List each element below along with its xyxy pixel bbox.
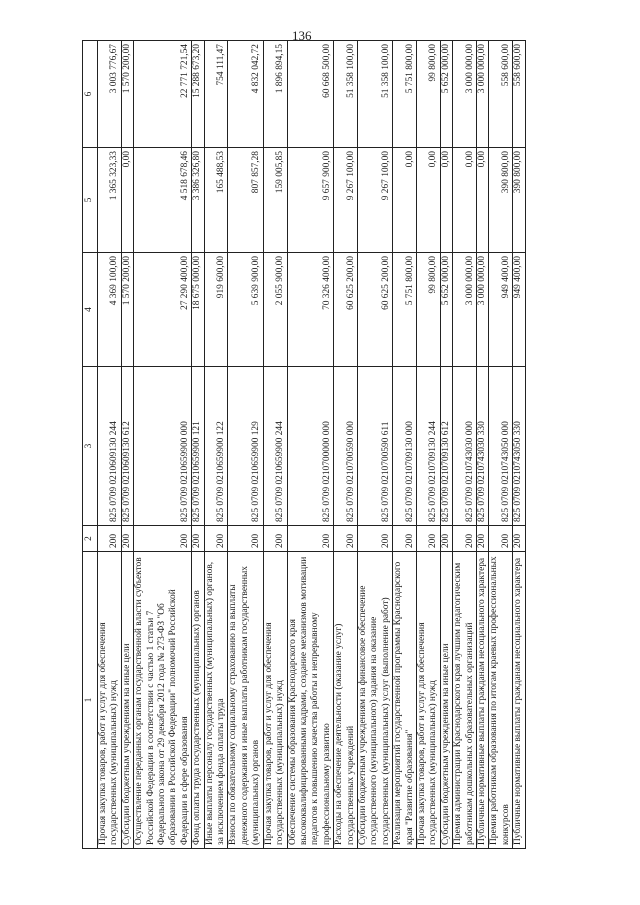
- cell-admin-code: 200: [228, 526, 263, 552]
- table-body: [98, 41, 526, 849]
- header-col-5: 5: [83, 148, 98, 253]
- budget-table: [82, 40, 526, 849]
- cell-remaining: 558 600,00: [489, 41, 513, 148]
- cell-admin-code: 200: [416, 526, 440, 552]
- cell-remaining: 51 358 100,00: [357, 41, 392, 148]
- cell-budget-code: 825 0709 0210700000 000: [287, 367, 334, 526]
- cell-remaining: 3 003 776,67: [98, 41, 122, 148]
- table-row: [228, 41, 263, 849]
- cell-approved: 5 639 900,00: [228, 253, 263, 367]
- cell-name: Расходы на обеспечение деятельности (оказание услуг) государственных учреждений: [334, 552, 358, 849]
- cell-name: Реализация мероприятий государственной программы Краснодарского края "Развитие образования": [393, 552, 417, 849]
- table-row: [440, 41, 452, 849]
- cell-approved: 18 675 000,00: [192, 253, 204, 367]
- cell-approved: 5 751 800,00: [393, 253, 417, 367]
- cell-approved: 3 000 000,00: [477, 253, 489, 367]
- cell-remaining: 3 000 000,00: [477, 41, 489, 148]
- cell-budget-code: 825 0709 0210659900 122: [204, 367, 228, 526]
- header-col-1: 1: [83, 552, 98, 849]
- cell-remaining: 99 800,00: [416, 41, 440, 148]
- cell-executed: 390 800,00: [489, 148, 513, 253]
- header-col-6: 6: [83, 41, 98, 148]
- cell-name: Субсидии бюджетным учреждениям на иные цели: [440, 552, 452, 849]
- cell-remaining: 5 652 000,00: [440, 41, 452, 148]
- cell-remaining: 3 000 000,00: [453, 41, 477, 148]
- table-row: [416, 41, 440, 849]
- cell-remaining: 1 570 200,00: [121, 41, 133, 148]
- header-col-4: 4: [83, 253, 98, 367]
- cell-executed: 9 267 100,00: [357, 148, 392, 253]
- cell-budget-code: 825 0709 0210659900 000: [134, 367, 192, 526]
- cell-budget-code: 825 0709 0210743030 000: [453, 367, 477, 526]
- cell-name: Взносы по обязательному социальному страхованию на выплаты денежного содержания и иные выплаты работникам государственных (муниципальных) органов: [228, 552, 263, 849]
- cell-remaining: 754 111,47: [204, 41, 228, 148]
- cell-budget-code: 825 0709 0210709130 244: [416, 367, 440, 526]
- cell-remaining: 5 751 800,00: [393, 41, 417, 148]
- cell-admin-code: 200: [334, 526, 358, 552]
- cell-name: Фонд оплаты труда государственных (муниципальных) органов: [192, 552, 204, 849]
- header-row: [83, 41, 98, 849]
- cell-executed: 390 800,00: [513, 148, 525, 253]
- table-row: [513, 41, 525, 849]
- cell-approved: 949 400,00: [513, 253, 525, 367]
- cell-approved: 60 625 200,00: [334, 253, 358, 367]
- cell-name: Премия администрации Краснодарского края лучшим педагогическим работникам дошкольных образовательных организаций: [453, 552, 477, 849]
- table-header: [83, 41, 98, 849]
- cell-budget-code: 825 0709 0210709130 000: [393, 367, 417, 526]
- cell-executed: 807 857,28: [228, 148, 263, 253]
- cell-admin-code: 200: [263, 526, 287, 552]
- table-row: [121, 41, 133, 849]
- cell-budget-code: 825 0709 0210743030 330: [477, 367, 489, 526]
- cell-executed: 0,00: [416, 148, 440, 253]
- cell-admin-code: 200: [134, 526, 192, 552]
- cell-admin-code: 200: [489, 526, 513, 552]
- cell-executed: 165 488,53: [204, 148, 228, 253]
- cell-admin-code: 200: [453, 526, 477, 552]
- cell-budget-code: 825 0709 0210743050 330: [513, 367, 525, 526]
- table-row: [98, 41, 122, 849]
- cell-budget-code: 825 0709 0210659900 244: [263, 367, 287, 526]
- cell-name: Субсидии бюджетным учреждениям на иные цели: [121, 552, 133, 849]
- cell-budget-code: 825 0709 0210743050 000: [489, 367, 513, 526]
- cell-executed: 0,00: [477, 148, 489, 253]
- table-row: [204, 41, 228, 849]
- cell-admin-code: 200: [121, 526, 133, 552]
- header-col-2: 2: [83, 526, 98, 552]
- cell-remaining: 51 358 100,00: [334, 41, 358, 148]
- cell-name: Осуществление переданных органам государственной власти субъектов Российской Федерации в соответствии с частью 1 статьи 7 Федерального закона от 29 декабря 2012 года № 273-ФЗ "Об образовании в Российской Федерации" полномочий Российской Федерации в сфере образования: [134, 552, 192, 849]
- cell-executed: 159 005,85: [263, 148, 287, 253]
- cell-budget-code: 825 0709 0210609130 612: [121, 367, 133, 526]
- cell-executed: 0,00: [453, 148, 477, 253]
- table-row: [263, 41, 287, 849]
- cell-executed: 3 386 326,80: [192, 148, 204, 253]
- cell-remaining: 60 668 500,00: [287, 41, 334, 148]
- cell-executed: 9 657 900,00: [287, 148, 334, 253]
- cell-approved: 27 290 400,00: [134, 253, 192, 367]
- rotated-budget-sheet: [82, 41, 615, 849]
- cell-approved: 3 000 000,00: [453, 253, 477, 367]
- cell-approved: 2 055 900,00: [263, 253, 287, 367]
- cell-name: Обеспечение системы образования Краснодарского края высококвалифицированными кадрами, создание механизмов мотивации педагогов к повышению качества работы и непрерывному профессиональному развитию: [287, 552, 334, 849]
- table-row: [334, 41, 358, 849]
- cell-approved: 1 570 200,00: [121, 253, 133, 367]
- cell-name: Премия работникам образования по итогам краевых профессиональных конкурсов: [489, 552, 513, 849]
- cell-budget-code: 825 0709 0210609130 244: [98, 367, 122, 526]
- cell-admin-code: 200: [204, 526, 228, 552]
- cell-approved: 99 800,00: [416, 253, 440, 367]
- table-row: [477, 41, 489, 849]
- cell-admin-code: 200: [287, 526, 334, 552]
- cell-remaining: 558 600,00: [513, 41, 525, 148]
- cell-approved: 60 625 200,00: [357, 253, 392, 367]
- cell-approved: 4 369 100,00: [98, 253, 122, 367]
- cell-name: Прочая закупка товаров, работ и услуг для обеспечения государственных (муниципальных) нужд: [263, 552, 287, 849]
- cell-remaining: 15 288 673,20: [192, 41, 204, 148]
- cell-remaining: 22 771 721,54: [134, 41, 192, 148]
- cell-executed: 9 267 100,00: [334, 148, 358, 253]
- cell-remaining: 1 896 894,15: [263, 41, 287, 148]
- cell-remaining: 4 832 042,72: [228, 41, 263, 148]
- table-row: [357, 41, 392, 849]
- cell-admin-code: 200: [192, 526, 204, 552]
- cell-approved: 5 652 000,00: [440, 253, 452, 367]
- cell-budget-code: 825 0709 0210659900 121: [192, 367, 204, 526]
- cell-admin-code: 200: [440, 526, 452, 552]
- cell-name: Прочая закупка товаров, работ и услуг для обеспечения государственных (муниципальных) нужд: [98, 552, 122, 849]
- page-number: 136: [292, 28, 312, 43]
- cell-name: Иные выплаты персоналу государственных (муниципальных) органов, за исключением фонда оплаты труда: [204, 552, 228, 849]
- cell-budget-code: 825 0709 0210700590 000: [334, 367, 358, 526]
- cell-name: Прочая закупка товаров, работ и услуг для обеспечения государственных (муниципальных) нужд: [416, 552, 440, 849]
- cell-executed: 1 365 323,33: [98, 148, 122, 253]
- table-row: [393, 41, 417, 849]
- cell-budget-code: 825 0709 0210700590 611: [357, 367, 392, 526]
- cell-executed: 0,00: [121, 148, 133, 253]
- cell-executed: 0,00: [393, 148, 417, 253]
- cell-name: Субсидии бюджетным учреждениям на финансовое обеспечение государственного (муниципального) задания на оказание государственных (муниципальных) услуг (выполнение работ): [357, 552, 392, 849]
- cell-approved: 919 600,00: [204, 253, 228, 367]
- cell-admin-code: 200: [477, 526, 489, 552]
- cell-admin-code: 200: [513, 526, 525, 552]
- table-row: [287, 41, 334, 849]
- cell-admin-code: 200: [393, 526, 417, 552]
- cell-name: Публичные нормативные выплаты гражданам несоциального характера: [513, 552, 525, 849]
- cell-executed: 4 518 678,46: [134, 148, 192, 253]
- cell-budget-code: 825 0709 0210659900 129: [228, 367, 263, 526]
- cell-admin-code: 200: [98, 526, 122, 552]
- header-col-3: 3: [83, 367, 98, 526]
- table-row: [489, 41, 513, 849]
- cell-approved: 949 400,00: [489, 253, 513, 367]
- cell-approved: 70 326 400,00: [287, 253, 334, 367]
- cell-admin-code: 200: [357, 526, 392, 552]
- table-row: [134, 41, 192, 849]
- cell-name: Публичные нормативные выплаты гражданам несоциального характера: [477, 552, 489, 849]
- cell-budget-code: 825 0709 0210709130 612: [440, 367, 452, 526]
- table-row: [192, 41, 204, 849]
- cell-executed: 0,00: [440, 148, 452, 253]
- table-row: [453, 41, 477, 849]
